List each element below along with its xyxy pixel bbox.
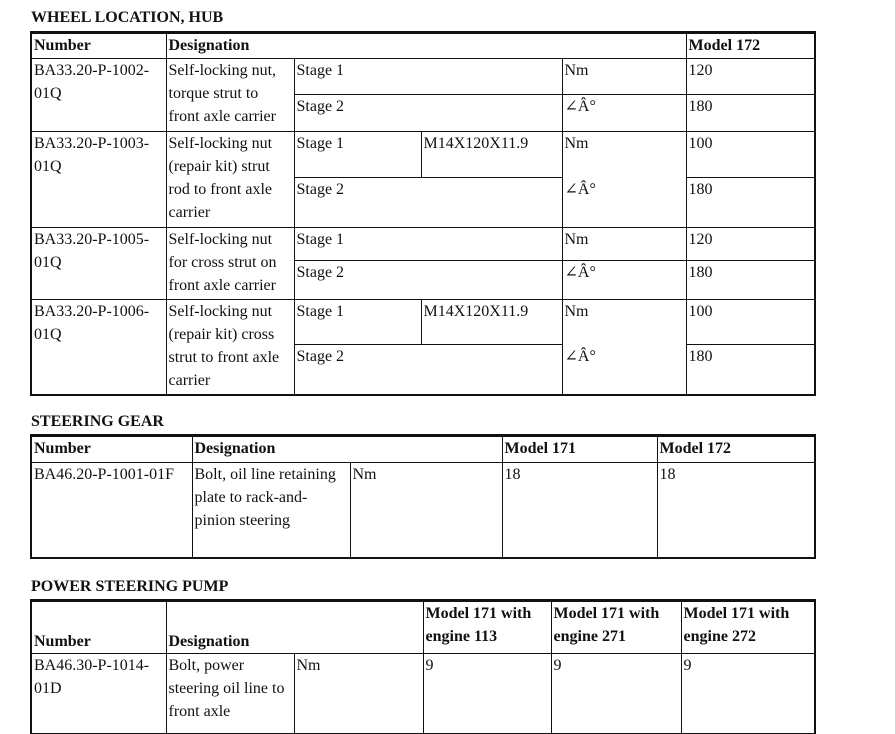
table-row (31, 132, 815, 178)
header-number: Number (31, 601, 166, 654)
section-title-power-steering-pump: POWER STEERING PUMP (31, 578, 229, 595)
unit-cell: ∠Â° (562, 261, 686, 300)
value-cell: 180 (686, 178, 815, 228)
value-cell: 180 (686, 345, 815, 395)
value-cell: 120 (686, 59, 815, 95)
designation-cell: Self-locking nut for cross strut on front axle carrier (166, 228, 294, 300)
section-title-steering-gear: STEERING GEAR (31, 413, 164, 430)
stage-label: Stage 1 (294, 59, 421, 95)
value-cell: 120 (686, 228, 815, 261)
unit-cell: Nm (562, 132, 686, 178)
power-steering-pump-table (30, 599, 816, 734)
spec-cell: M14X120X11.9 (421, 132, 562, 178)
unit-cell: Nm (562, 59, 686, 95)
designation-cell: Bolt, power steering oil line to front axle (166, 654, 294, 734)
part-number: BA46.30-P-1014-01D (31, 654, 166, 734)
header-number: Number (31, 33, 166, 59)
unit-cell: Nm (562, 228, 686, 261)
steering-gear-table (30, 434, 816, 559)
unit-cell: ∠Â° (562, 95, 686, 132)
part-number: BA33.20-P-1006-01Q (31, 300, 166, 395)
table-row (31, 228, 815, 261)
header-model-171: Model 171 (502, 436, 657, 463)
unit-cell: ∠Â° (562, 178, 686, 228)
header-model-171-engine-272: Model 171 with engine 272 (681, 601, 815, 654)
part-number: BA33.20-P-1005-01Q (31, 228, 166, 300)
designation-cell: Bolt, oil line retaining plate to rack-and-pinion steering (192, 463, 350, 558)
value-cell: 100 (686, 132, 815, 178)
section-title-wheel-location-hub: WHEEL LOCATION, HUB (31, 9, 224, 26)
value-cell: 18 (657, 463, 815, 558)
unit-cell: Nm (350, 463, 502, 558)
header-model-171-engine-113: Model 171 with engine 113 (423, 601, 551, 654)
header-designation: Designation (166, 601, 423, 654)
unit-cell: Nm (294, 654, 423, 734)
header-designation: Designation (192, 436, 502, 463)
spec-cell: M14X120X11.9 (421, 300, 562, 345)
value-cell: 180 (686, 261, 815, 300)
stage-label: Stage 2 (294, 261, 562, 300)
value-cell: 100 (686, 300, 815, 345)
header-model-172: Model 172 (686, 33, 815, 59)
designation-cell: Self-locking nut, torque strut to front axle carrier (166, 59, 294, 132)
value-cell: 9 (423, 654, 551, 734)
stage-label: Stage 1 (294, 132, 421, 178)
stage-label: Stage 2 (294, 178, 562, 228)
header-number: Number (31, 436, 192, 463)
stage-label: Stage 1 (294, 300, 421, 345)
spec-cell (421, 59, 562, 95)
value-cell: 9 (551, 654, 681, 734)
value-cell: 18 (502, 463, 657, 558)
header-model-171-engine-271: Model 171 with engine 271 (551, 601, 681, 654)
table-row (31, 654, 815, 734)
wheel-location-hub-table (30, 31, 816, 396)
designation-cell: Self-locking nut (repair kit) strut rod to front axle carrier (166, 132, 294, 228)
header-model-172: Model 172 (657, 436, 815, 463)
part-number: BA33.20-P-1003-01Q (31, 132, 166, 228)
unit-cell: ∠Â° (562, 345, 686, 395)
value-cell: 9 (681, 654, 815, 734)
stage-label: Stage 2 (294, 95, 562, 132)
designation-cell: Self-locking nut (repair kit) cross strut to front axle carrier (166, 300, 294, 395)
table-row (31, 300, 815, 345)
part-number: BA33.20-P-1002-01Q (31, 59, 166, 132)
unit-cell: Nm (562, 300, 686, 345)
header-designation: Designation (166, 33, 686, 59)
stage-label: Stage 2 (294, 345, 562, 395)
value-cell: 180 (686, 95, 815, 132)
spec-cell (421, 228, 562, 261)
part-number: BA46.20-P-1001-01F (31, 463, 192, 558)
stage-label: Stage 1 (294, 228, 421, 261)
table-row (31, 463, 815, 558)
table-row (31, 59, 815, 95)
